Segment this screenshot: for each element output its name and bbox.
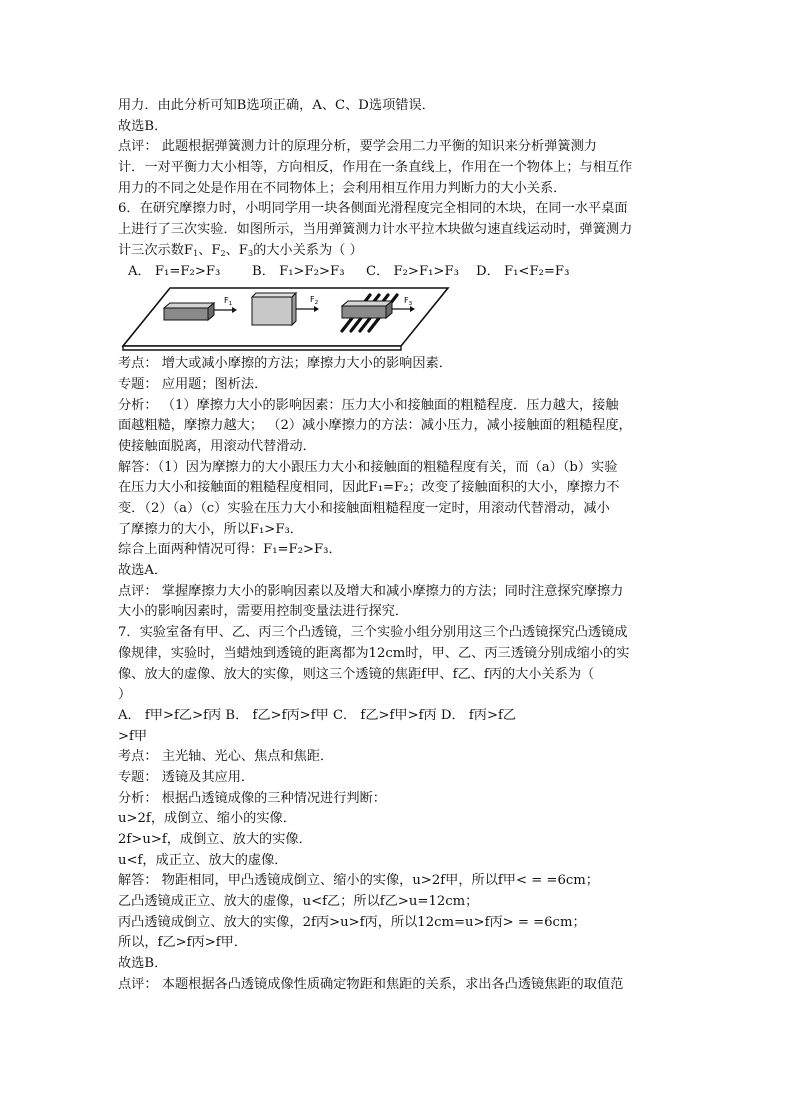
- text-line: 丙凸透镜成倒立、放大的实像，2f丙>u>f丙，所以12cm=u>f丙> = =6cm；: [118, 914, 586, 930]
- friction-experiment-figure: [120, 284, 678, 354]
- question-6-last-line: 计三次示数$F_1$、$F_2$、$F_3$的大小关系为（ ）: [118, 242, 363, 258]
- text-line: 故选B．: [118, 956, 168, 972]
- option-c: C． F₂>F₁>F₃: [366, 263, 459, 279]
- text-line: 考点： 增大或减小摩擦的方法；摩擦力大小的影响因素．: [118, 356, 452, 372]
- text-line: 了摩擦力的大小，所以F₁>F₃．: [118, 521, 303, 537]
- text-line: 2f>u>f，成倒立、放大的实像．: [118, 832, 312, 847]
- text-line: A． f甲>f乙>f丙 B． f乙>f丙>f甲 C． f乙>f甲>f丙 D． f丙>f乙: [118, 707, 517, 723]
- svg-text:F3: $F_3$: [404, 296, 413, 308]
- text-line: 解答：（1）因为摩擦力的大小跟压力大小和接触面的粗糙程度有关，而（a）（b）实验: [118, 459, 618, 475]
- option-b: B． F₁>F₂>F₃: [252, 263, 345, 279]
- text-line: 大小的影响因素时，需要用控制变量法进行探究．: [118, 604, 409, 620]
- table-edge: [123, 346, 401, 350]
- text-line: u<f，成正立、放大的虚像．: [118, 852, 288, 868]
- svg-text:F1: $F_1$: [224, 296, 233, 308]
- text-line: >f甲: [118, 728, 148, 744]
- text-line: 像规律，实验时，当蜡烛到透镜的距离都为12cm时，甲、乙、丙三透镜分别成缩小的实: [118, 645, 630, 661]
- text-line: 用力的不同之处是作用在不同物体上；会利用相互作用力判断力的大小关系．: [118, 180, 567, 196]
- block-b-side: [292, 293, 296, 325]
- text-line: 故选A．: [118, 563, 168, 579]
- text-line: 像、放大的虚像、放大的实像，则这三个透镜的焦距f甲、f乙、f丙的大小关系为（: [118, 666, 595, 682]
- text-line: 分析： （1）摩擦力大小的影响因素：压力大小和接触面的粗糙程度．压力越大，接触: [118, 397, 619, 413]
- block-c-front: [342, 306, 386, 318]
- svg-text:F2: $F_2$: [310, 295, 319, 307]
- option-a: A． F₁=F₂>F₃: [128, 263, 221, 279]
- text-line: 变．（2）（a）（c）实验在压力大小和接触面粗糙程度一定时，用滚动代替滑动，减小: [118, 501, 610, 516]
- text-line: 专题： 透镜及其应用．: [118, 769, 255, 785]
- text-line: 面越粗糙，摩擦力越大； （2）减小摩擦力的方法：减小压力，减小接触面的粗糙程度，: [118, 418, 632, 434]
- text-line: 计．一对平衡力大小相等，方向相反，作用在一条直线上，作用在一个物体上；与相互作: [118, 160, 633, 176]
- text-line: 考点： 主光轴、光心、焦点和焦距．: [118, 749, 334, 765]
- text-line: 专题： 应用题；图析法．: [118, 376, 268, 392]
- text-line: 乙凸透镜成正立、放大的虚像，u<f乙；所以f乙>u=12cm；: [118, 894, 479, 910]
- text-line: 点评： 本题根据各凸透镜成像性质确定物距和焦距的关系，求出各凸透镜焦距的取值范: [118, 976, 624, 992]
- block-a-top: [164, 303, 214, 308]
- text-line: 故选B．: [118, 118, 168, 134]
- text-line: 解答： 物距相同，甲凸透镜成倒立、缩小的实像，u>2f甲，所以f甲< = =6cm；: [118, 873, 599, 889]
- question-6-options: [118, 262, 678, 283]
- text-line: 在压力大小和接触面的粗糙程度相同，因此F₁=F₂；改变了接触面积的大小，摩擦力不: [118, 480, 620, 496]
- block-c-top: [342, 301, 392, 306]
- text-line: 7．实验室备有甲、乙、丙三个凸透镜，三个实验小组分别用这三个凸透镜探究凸透镜成: [118, 625, 628, 641]
- text-line: 点评： 此题根据弹簧测力计的原理分析，要学会用二力平衡的知识来分析弹簧测力: [118, 139, 597, 155]
- text-line: 分析： 根据凸透镜成像的三种情况进行判断：: [118, 790, 386, 806]
- block-a-front: [164, 308, 208, 320]
- friction-diagram: [120, 284, 450, 354]
- text-line: 综合上面两种情况可得：F₁=F₂>F₃．: [118, 542, 342, 558]
- text-line: 6．在研究摩擦力时，小明同学用一块各侧面光滑程度完全相同的木块，在同一水平桌面: [118, 201, 628, 217]
- text-line: 用力．由此分析可知B选项正确，A、C、D选项错误．: [118, 98, 435, 113]
- text-line: 上进行了三次实验．如图所示，当用弹簧测力计水平拉木块做匀速直线运动时，弹簧测力: [118, 222, 633, 238]
- text-line: 所以，f乙>f丙>f甲．: [118, 935, 248, 951]
- text-line: 使接触面脱离，用滚动代替滑动．: [118, 438, 316, 454]
- text-line: ）: [118, 687, 132, 703]
- text-line: 点评： 掌握摩擦力大小的影响因素以及增大和减小摩擦力的方法；同时注意探究摩擦力: [118, 583, 624, 599]
- block-b-top: [252, 293, 296, 297]
- text-line: u>2f，成倒立、缩小的实像．: [118, 811, 296, 827]
- document-body: [118, 96, 678, 996]
- option-d: D． F₁<F₂=F₃: [476, 263, 570, 279]
- block-b-front: [252, 297, 292, 325]
